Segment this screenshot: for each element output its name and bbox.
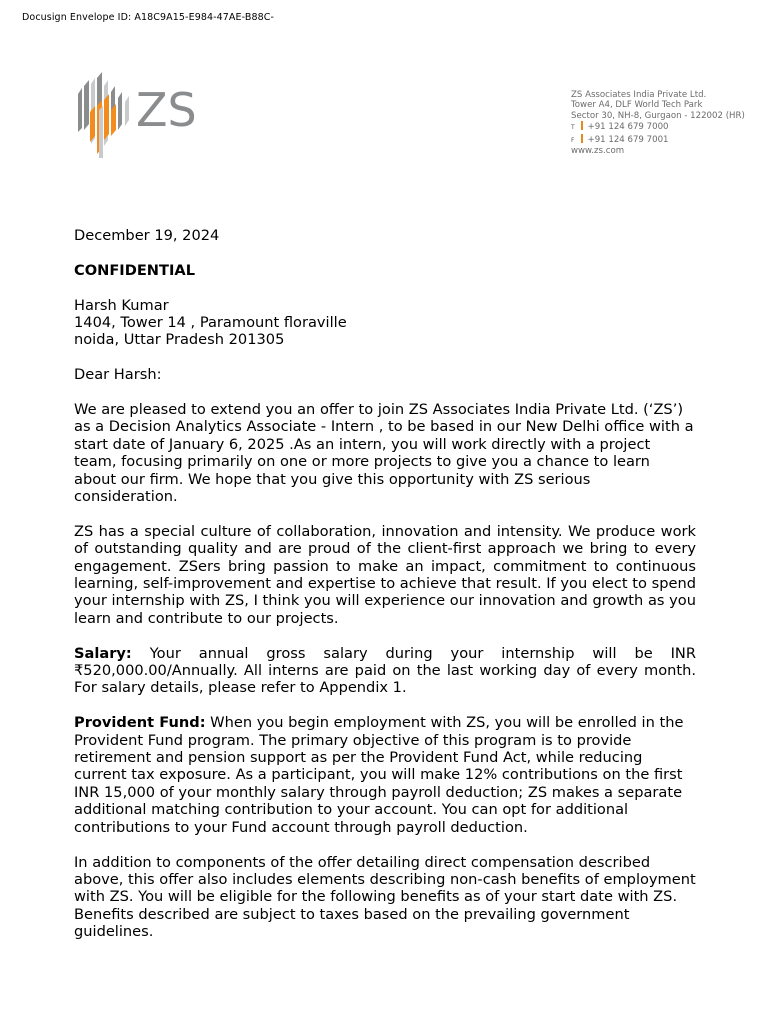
- provident-fund-text: When you begin employment with ZS, you will be enrolled in the Provident Fund program. The primary objective of this program is to provide retirement and pension support as per the Provident Fund Act, while reducing current tax exposure. As a participant, you will make 12% contributions on the first INR 15,000 of your monthly salary through payroll deduction; ZS makes a separate additional matching contribution to your account. You can opt for additional contributions to your Fund account through payroll deduction.: [74, 714, 684, 836]
- letter-body: [74, 227, 696, 958]
- letter-date: December 19, 2024: [74, 227, 220, 244]
- provident-fund-label: Provident Fund:: [74, 714, 206, 732]
- company-fax-row: [571, 134, 745, 146]
- company-name: ZS Associates India Private Ltd.: [571, 90, 707, 100]
- company-contact-block: [571, 90, 745, 156]
- culture-paragraph: ZS has a special culture of collaboration, innovation and intensity. We produce work of outstanding quality and are proud of the client-first approach we bring to every engagement. ZSers bring passion to make an impact, commitment to continuous learning, self-improvement and expertise to achieve that result. If you elect to spend your internship with ZS, I think you will experience our innovation and growth as you learn and contribute to our projects.: [74, 522, 696, 627]
- recipient-address-line2: noida, Uttar Pradesh 201305: [74, 331, 285, 349]
- orange-divider: [581, 134, 583, 143]
- company-address-line1: Tower A4, DLF World Tech Park: [571, 100, 703, 111]
- orange-divider: [581, 121, 583, 130]
- docusign-envelope-id: Docusign Envelope ID: A18C9A15-E984-47AE-B88C-: [22, 12, 274, 23]
- company-phone: +91 124 679 7000: [587, 122, 669, 133]
- offer-paragraph: We are pleased to extend you an offer to join ZS Associates India Private Ltd. (‘ZS’) as a Decision Analytics Associate - Intern , to be based in our New Delhi office with a start date of January 6, 2025 .As an intern, you will work directly with a project team, focusing primarily on one or more projects to give you a chance to learn about our firm. We hope that you give this opportunity with ZS serious consideration.: [74, 401, 694, 506]
- confidential-heading: CONFIDENTIAL: [74, 261, 196, 279]
- company-phone-row: [571, 121, 745, 133]
- company-address-line2: Sector 30, NH-8, Gurgaon - 122002 (HR): [571, 110, 745, 121]
- company-fax: +91 124 679 7001: [587, 134, 669, 145]
- recipient-address-block: [74, 297, 696, 349]
- benefits-paragraph: In addition to components of the offer detailing direct compensation described above, this offer also includes elements describing non-cash benefits of employment with ZS. You will be eligible for the following benefits as of your start date with ZS. Benefits described are subject to taxes based on the prevailing government guidelines.: [74, 853, 696, 941]
- salary-paragraph: [74, 645, 696, 697]
- recipient-name: Harsh Kumar: [74, 296, 169, 314]
- salutation: Dear Harsh:: [74, 366, 162, 384]
- salary-text: Your annual gross salary during your internship will be INR ₹520,000.00/Annually. All interns are paid on the last working day of every month. For salary details, please refer to Appendix 1.: [74, 644, 696, 697]
- zs-logo-text: ZS: [136, 83, 197, 137]
- provident-fund-paragraph: [74, 714, 696, 836]
- salary-label: Salary:: [74, 644, 132, 662]
- zs-logo: [76, 72, 206, 158]
- phone-label: T: [571, 124, 575, 132]
- zs-logo-icon: [76, 72, 206, 158]
- fax-label: F: [571, 136, 575, 144]
- recipient-address-line1: 1404, Tower 14 , Paramount floraville: [74, 314, 347, 331]
- company-website[interactable]: www.zs.com: [571, 146, 625, 157]
